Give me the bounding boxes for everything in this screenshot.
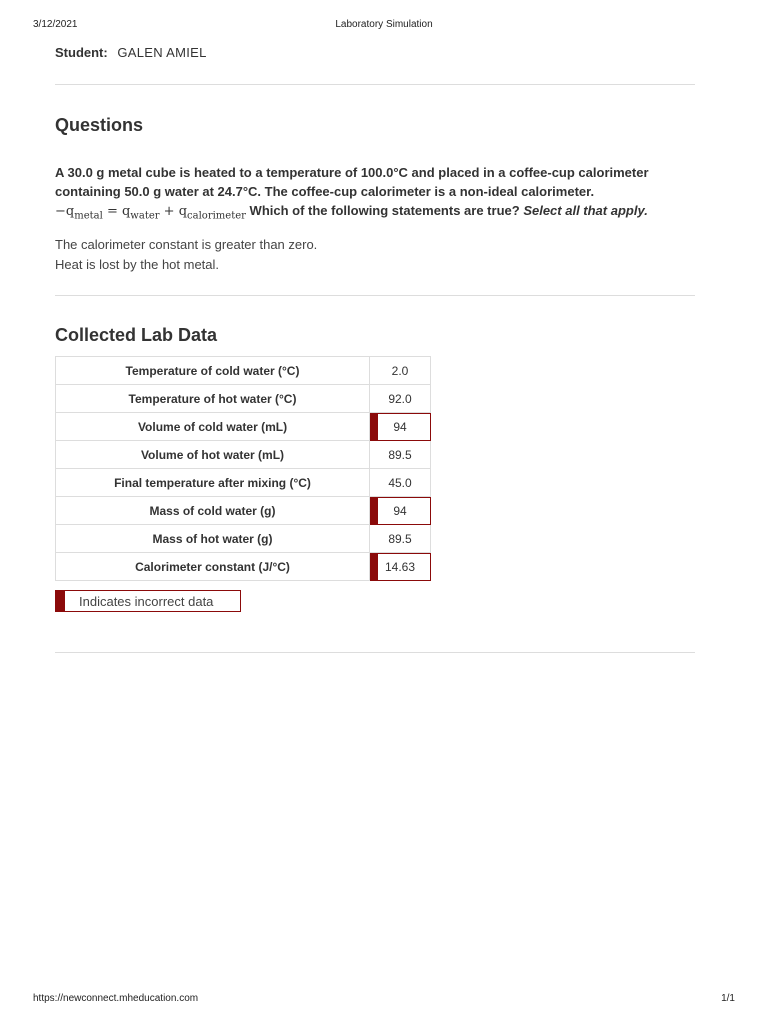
parameter-label: Final temperature after mixing (°C) [56,469,370,497]
parameter-label: Temperature of cold water (°C) [56,357,370,385]
parameter-value: 89.5 [370,525,431,553]
divider [55,652,695,653]
print-footer [33,993,735,1005]
answer-item: The calorimeter constant is greater than zero. [55,237,318,252]
parameter-label: Volume of cold water (mL) [56,413,370,441]
parameter-label: Mass of hot water (g) [56,525,370,553]
parameter-value: 45.0 [370,469,431,497]
student-label: Student: [55,45,108,60]
print-url: https://newconnect.mheducation.com [33,993,199,1004]
questions-heading: Questions [55,115,144,135]
heat-balance-equation: $-q_{metal} = q_{water} + q_{calorimeter}$ [55,204,246,222]
parameter-label: Calorimeter constant (J/°C) [56,553,370,581]
question-instruction: Select all that apply. [523,203,648,218]
lab-data-row [56,441,431,469]
parameter-label: Temperature of hot water (°C) [56,385,370,413]
lab-data-row [56,525,431,553]
lab-data-row [56,497,431,525]
incorrect-data-legend [55,590,241,612]
page-number: 1/1 [721,993,735,1004]
lab-data-heading: Collected Lab Data [55,325,218,345]
parameter-value-incorrect: 14.63 [370,553,431,581]
divider [55,295,695,296]
parameter-value: 89.5 [370,441,431,469]
incorrect-swatch [56,591,65,611]
student-info [55,45,207,60]
parameter-value-incorrect: 94 [370,413,431,441]
parameter-value: 2.0 [370,357,431,385]
lab-data-row [56,413,431,441]
lab-data-row [56,357,431,385]
lab-data-row [56,385,431,413]
student-name: GALEN AMIEL [117,45,207,60]
lab-data-table [55,356,431,581]
lab-data-row [56,553,431,581]
lab-data-row [56,469,431,497]
selected-answers [55,235,317,275]
question-prompt: Which of the following statements are true? [249,203,520,218]
answer-item: Heat is lost by the hot metal. [55,257,220,272]
parameter-label: Volume of hot water (mL) [56,441,370,469]
parameter-value-incorrect: 94 [370,497,431,525]
parameter-value: 92.0 [370,385,431,413]
question-text [55,163,695,226]
question-line-2: containing 50.0 g water at 24.7°C. The coffee-cup calorimeter is a non-ideal calorimeter. [55,184,595,199]
parameter-label: Mass of cold water (g) [56,497,370,525]
legend-label: Indicates incorrect data [79,594,214,609]
print-title: Laboratory Simulation [335,19,433,30]
question-line-3 [55,201,695,226]
divider [55,84,695,85]
question-line-1: A 30.0 g metal cube is heated to a temperature of 100.0°C and placed in a coffee-cup calorimeter [55,165,649,180]
print-header [33,19,735,31]
print-date: 3/12/2021 [33,19,78,30]
